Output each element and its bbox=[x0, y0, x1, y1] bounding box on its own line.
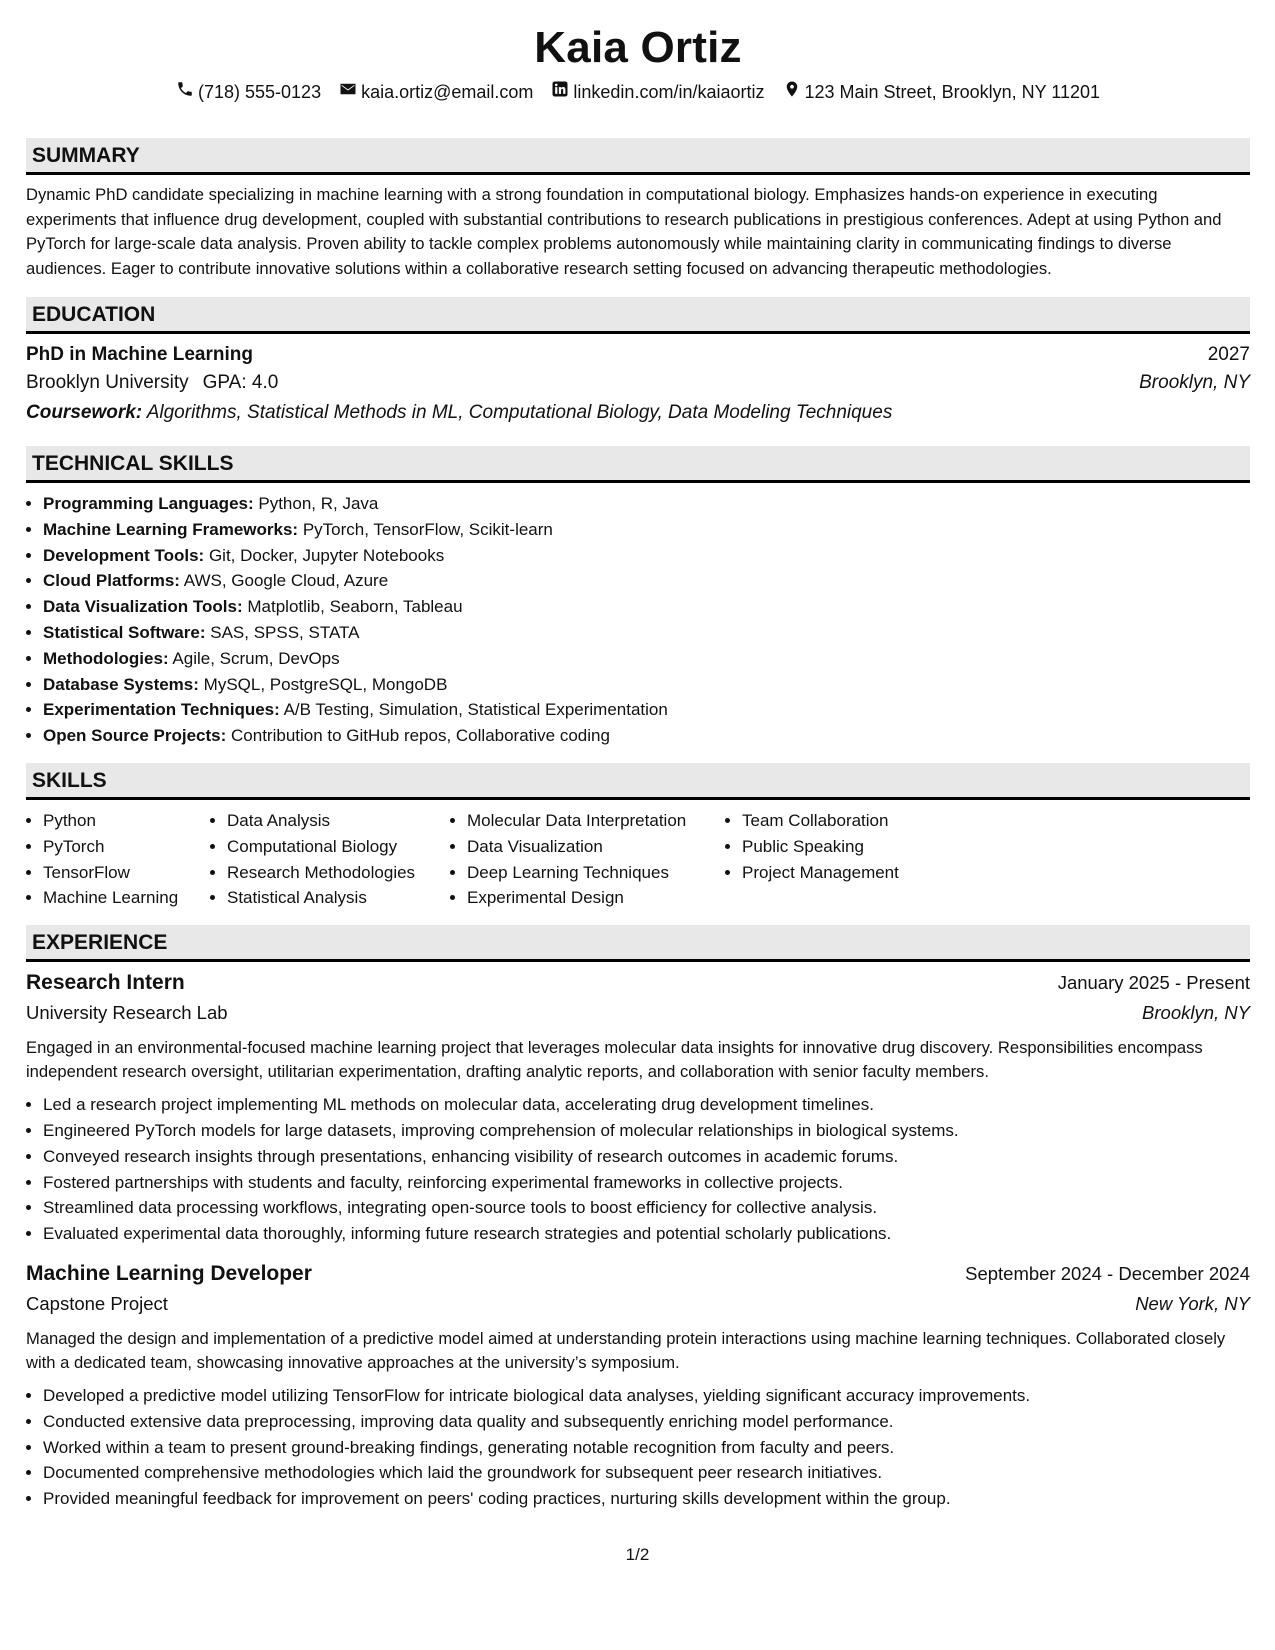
school-info bbox=[26, 368, 278, 398]
skills-grid bbox=[26, 808, 1250, 911]
resume-page bbox=[26, 0, 1250, 1512]
job-dates: September 2024 - December 2024 bbox=[965, 1262, 1250, 1284]
coursework-label: Coursework: bbox=[26, 402, 143, 423]
contact-address bbox=[783, 80, 1101, 104]
school-name: Brooklyn University bbox=[26, 372, 189, 393]
section-heading-skills: SKILLS bbox=[26, 763, 1250, 800]
list-item: • Evaluated experimental data thoroughly, informing future research strategies and potential scholarly publications. bbox=[43, 1221, 1250, 1247]
list-item: • Conducted extensive data preprocessing, improving data quality and subsequently enriching model performance. bbox=[43, 1409, 1250, 1435]
list-item: • Fostered partnerships with students and faculty, reinforcing experimental frameworks in collective projects. bbox=[43, 1170, 1250, 1196]
skills-column bbox=[725, 808, 942, 911]
address-text: 123 Main Street, Brooklyn, NY 11201 bbox=[804, 82, 1101, 102]
list-item bbox=[43, 517, 1250, 543]
school-location: Brooklyn, NY bbox=[1139, 372, 1250, 393]
job-title: Research Intern bbox=[26, 971, 185, 995]
skill-values: MySQL, PostgreSQL, MongoDB bbox=[203, 674, 448, 694]
skill-category: Open Source Projects: bbox=[43, 726, 227, 746]
job-bullets bbox=[26, 1383, 1250, 1512]
skills-column bbox=[450, 808, 725, 911]
skill-item: • Python bbox=[43, 808, 210, 834]
job-subheader bbox=[26, 998, 1250, 1028]
skill-item: • Experimental Design bbox=[467, 885, 725, 911]
job-title: Machine Learning Developer bbox=[26, 1261, 312, 1285]
skill-values: A/B Testing, Simulation, Statistical Experimentation bbox=[283, 700, 668, 720]
section-heading-summary: SUMMARY bbox=[26, 138, 1250, 175]
skill-item: • TensorFlow bbox=[43, 860, 210, 886]
list-item bbox=[43, 620, 1250, 646]
job-header bbox=[26, 1259, 1250, 1289]
list-item: • Conveyed research insights through presentations, enhancing visibility of research outcomes in academic forums. bbox=[43, 1144, 1250, 1170]
list-item: • Provided meaningful feedback for improvement on peers' coding practices, nurturing skills development within the group. bbox=[43, 1486, 1250, 1512]
skill-values: Agile, Scrum, DevOps bbox=[172, 648, 340, 668]
contact-email[interactable] bbox=[339, 80, 533, 104]
education-details bbox=[26, 368, 1250, 398]
phone-icon bbox=[176, 80, 194, 104]
section-heading-education: EDUCATION bbox=[26, 297, 1250, 334]
job-location: New York, NY bbox=[1135, 1292, 1250, 1314]
list-item bbox=[43, 723, 1250, 749]
section-heading-experience: EXPERIENCE bbox=[26, 925, 1250, 962]
skill-item: • Machine Learning bbox=[43, 885, 210, 911]
graduation-year: 2027 bbox=[1207, 344, 1250, 365]
phone-text: (718) 555-0123 bbox=[197, 82, 322, 102]
email-text[interactable]: kaia.ortiz@email.com bbox=[361, 82, 534, 102]
candidate-name: Kaia Ortiz bbox=[534, 23, 742, 72]
list-item bbox=[43, 672, 1250, 698]
skill-values: PyTorch, TensorFlow, Scikit-learn bbox=[302, 519, 553, 539]
job-entry bbox=[26, 1259, 1250, 1512]
envelope-icon bbox=[339, 80, 357, 104]
job-entry bbox=[26, 968, 1250, 1247]
skills-column bbox=[26, 808, 210, 911]
skill-category: Machine Learning Frameworks: bbox=[43, 519, 299, 539]
skill-item: • Research Methodologies bbox=[227, 860, 450, 886]
list-item: • Worked within a team to present ground-breaking findings, generating notable recognition from faculty and peers. bbox=[43, 1435, 1250, 1461]
technical-skills-list bbox=[26, 491, 1250, 749]
list-item: • Streamlined data processing workflows, integrating open-source tools to boost efficiency for collective analysis. bbox=[43, 1195, 1250, 1221]
contact-phone bbox=[176, 80, 321, 104]
list-item bbox=[43, 594, 1250, 620]
linkedin-icon bbox=[551, 80, 569, 104]
coursework-list: Algorithms, Statistical Methods in ML, Computational Biology, Data Modeling Techniques bbox=[146, 402, 893, 423]
skill-category: Database Systems: bbox=[43, 674, 199, 694]
skills-column bbox=[210, 808, 450, 911]
skill-values: Contribution to GitHub repos, Collaborative coding bbox=[231, 726, 610, 746]
job-organization: Capstone Project bbox=[26, 1292, 168, 1314]
list-item: • Engineered PyTorch models for large datasets, improving comprehension of molecular relationships in biological systems. bbox=[43, 1118, 1250, 1144]
skill-category: Development Tools: bbox=[43, 545, 205, 565]
list-item: • Led a research project implementing ML methods on molecular data, accelerating drug development timelines. bbox=[43, 1092, 1250, 1118]
skill-values: Python, R, Java bbox=[258, 494, 379, 513]
map-pin-icon bbox=[783, 80, 801, 104]
skill-item: • Team Collaboration bbox=[742, 808, 942, 834]
skill-item: • Statistical Analysis bbox=[227, 885, 450, 911]
list-item: • Developed a predictive model utilizing TensorFlow for intricate biological data analyses, yielding significant accuracy improvements. bbox=[43, 1383, 1250, 1409]
job-description: Managed the design and implementation of a predictive model aimed at understanding protein interactions using machine learning techniques. Collaborated closely with a dedicated team, showcasing innovative approaches at the university’s symposium. bbox=[26, 1328, 1226, 1372]
education-entry bbox=[26, 342, 1250, 368]
coursework bbox=[26, 398, 1250, 428]
job-subheader bbox=[26, 1289, 1250, 1319]
skill-category: Methodologies: bbox=[43, 648, 169, 668]
list-item bbox=[43, 543, 1250, 569]
skill-category: Data Visualization Tools: bbox=[43, 597, 243, 617]
skill-item: • Molecular Data Interpretation bbox=[467, 808, 725, 834]
job-description: Engaged in an environmental-focused machine learning project that leverages molecular data insights for innovative drug discovery. Responsibilities encompass independent research oversight, utilitarian experimentation, drafting analytic reports, and collaboration with senior faculty members. bbox=[26, 1038, 1203, 1082]
section-heading-technical-skills: TECHNICAL SKILLS bbox=[26, 446, 1250, 483]
skill-values: AWS, Google Cloud, Azure bbox=[183, 571, 389, 591]
degree: PhD in Machine Learning bbox=[26, 344, 253, 365]
skill-category: Experimentation Techniques: bbox=[43, 700, 280, 720]
skill-item: • Computational Biology bbox=[227, 834, 450, 860]
skill-item: • Deep Learning Techniques bbox=[467, 860, 725, 886]
linkedin-text[interactable]: linkedin.com/in/kaiaortiz bbox=[573, 82, 765, 102]
skill-values: Git, Docker, Jupyter Notebooks bbox=[208, 545, 445, 565]
job-bullets bbox=[26, 1092, 1250, 1247]
list-item bbox=[43, 568, 1250, 594]
skill-category: Statistical Software: bbox=[43, 622, 206, 642]
skill-category: Programming Languages: bbox=[43, 494, 254, 513]
page-number: 1/2 bbox=[625, 1545, 650, 1564]
list-item bbox=[43, 491, 1250, 517]
skill-item: • PyTorch bbox=[43, 834, 210, 860]
job-header bbox=[26, 968, 1250, 998]
list-item bbox=[43, 646, 1250, 672]
list-item bbox=[43, 697, 1250, 723]
contact-linkedin[interactable] bbox=[551, 80, 764, 104]
skill-values: Matplotlib, Seaborn, Tableau bbox=[247, 597, 463, 617]
skill-item: • Data Visualization bbox=[467, 834, 725, 860]
skill-item: • Project Management bbox=[742, 860, 942, 886]
skill-values: SAS, SPSS, STATA bbox=[210, 622, 360, 642]
gpa: GPA: 4.0 bbox=[202, 372, 279, 393]
job-organization: University Research Lab bbox=[26, 1002, 228, 1024]
list-item: • Documented comprehensive methodologies which laid the groundwork for subsequent peer research initiatives. bbox=[43, 1460, 1250, 1486]
job-location: Brooklyn, NY bbox=[1142, 1002, 1250, 1024]
contact-bar bbox=[26, 80, 1250, 104]
skill-item: • Data Analysis bbox=[227, 808, 450, 834]
skill-category: Cloud Platforms: bbox=[43, 571, 180, 591]
skill-item: • Public Speaking bbox=[742, 834, 942, 860]
job-dates: January 2025 - Present bbox=[1057, 972, 1250, 994]
summary-text: Dynamic PhD candidate specializing in machine learning with a strong foundation in computational biology. Emphasizes hands-on experience in executing experiments that influence drug development, coupled with substantial contributions to research publications in prestigious conferences. Adept at using Python and PyTorch for large-scale data analysis. Proven ability to tackle complex problems autonomously while maintaining clarity in communicating findings to diverse audiences. Eager to contribute innovative solutions within a collaborative research setting focused on advancing therapeutic methodologies. bbox=[26, 185, 1222, 278]
